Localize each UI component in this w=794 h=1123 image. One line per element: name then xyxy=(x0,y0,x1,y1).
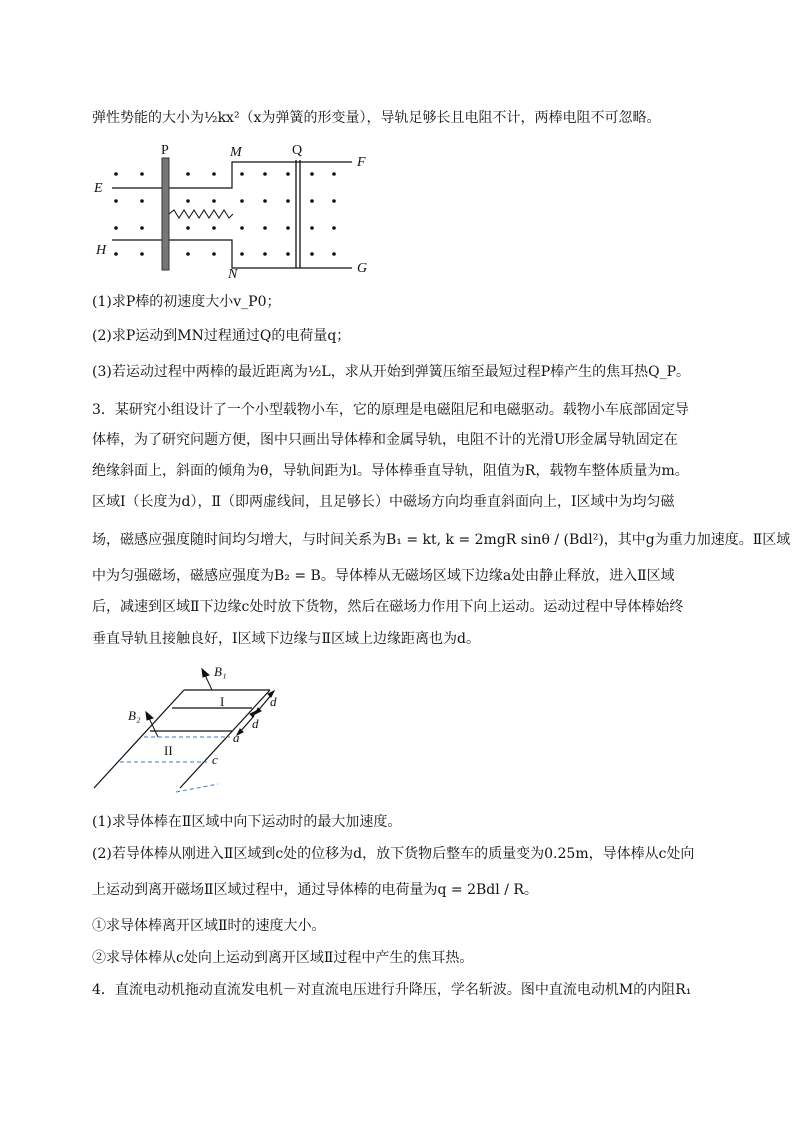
label-b1: B₁ xyxy=(214,664,227,679)
q3-subq1: ①求导体棒离开区域Ⅱ时的速度大小。 xyxy=(92,918,326,934)
label-d-1: d xyxy=(270,694,277,709)
p3-line4: 区域Ⅰ（长度为d），Ⅱ（即两虚线间，且足够长）中磁场方向均垂直斜面向上，Ⅰ区域中为均匀磁 xyxy=(92,494,675,510)
figure-rails-pq xyxy=(92,140,382,280)
figure-incline-rails xyxy=(92,660,292,800)
label-c: c xyxy=(212,752,218,767)
q3-part1: (1)求导体棒在Ⅱ区域中向下运动时的最大加速度。 xyxy=(92,814,402,830)
p3-line5: 场，磁感应强度随时间均匀增大，与时间关系为B₁ = kt, k = 2mgR sinθ / (Bdl²)，其中g为重力加速度。Ⅱ区域 xyxy=(92,532,791,548)
p3-line8: 垂直导轨且接触良好，Ⅰ区域下边缘与Ⅱ区域上边缘距离也为d。 xyxy=(92,631,481,647)
p3-line2: 体棒，为了研究问题方便，图中只画出导体棒和金属导轨，电阻不计的光滑U形金属导轨固定在 xyxy=(92,432,678,448)
q2-part1: (1)求P棒的初速度大小v_P0； xyxy=(92,294,281,310)
label-b2: B₂ xyxy=(128,708,141,723)
p4-line1: 4．直流电动机拖动直流发电机－对直流电压进行升降压，学名斩波。图中直流电动机M的内阻R₁ xyxy=(92,982,692,998)
p3-line3: 绝缘斜面上，斜面的倾角为θ，导轨间距为l。导体棒垂直导轨，阻值为R，载物车整体质量为m。 xyxy=(92,463,689,479)
label-g: G xyxy=(357,261,368,276)
q3-part2-line2: 上运动到离开磁场Ⅱ区域过程中，通过导体棒的电荷量为q = 2Bdl / R。 xyxy=(92,882,538,898)
label-f: F xyxy=(357,155,366,170)
p3-line1: 3．某研究小组设计了一个小型载物小车，它的原理是电磁阻尼和电磁驱动。载物小车底部固定导 xyxy=(92,402,689,418)
label-n: N xyxy=(228,267,238,280)
label-e: E xyxy=(94,181,103,196)
p3-line7: 后，减速到区域Ⅱ下边缘c处时放下货物，然后在磁场力作用下向上运动。运动过程中导体棒始终 xyxy=(92,599,684,615)
p3-line6: 中为匀强磁场，磁感应强度为B₂ = B。导体棒从无磁场区域下边缘a处由静止释放，进入Ⅱ区域 xyxy=(92,568,675,584)
label-a: a xyxy=(233,730,240,745)
text-line-1: 弹性势能的大小为½kx²（x为弹簧的形变量），导轨足够长且电阻不计，两棒电阻不可忽略。 xyxy=(92,110,661,126)
label-m: M xyxy=(230,145,242,160)
q3-subq2: ②求导体棒从c处向上运动到离开区域Ⅱ过程中产生的焦耳热。 xyxy=(92,950,474,966)
label-q: Q xyxy=(292,143,303,158)
label-h: H xyxy=(96,243,107,258)
q2-part2: (2)求P运动到MN过程通过Q的电荷量q； xyxy=(92,328,351,344)
label-region-1: I xyxy=(220,694,225,709)
q2-part3: (3)若运动过程中两棒的最近距离为½L，求从开始到弹簧压缩至最短过程P棒产生的焦耳热Q_P。 xyxy=(92,364,691,380)
label-region-2: II xyxy=(164,743,173,758)
q3-part2-line1: (2)若导体棒从刚进入Ⅱ区域到c处的位移为d，放下货物后整车的质量变为0.25m，导体棒从c处向 xyxy=(92,846,695,862)
label-d-2: d xyxy=(252,716,259,731)
label-p: P xyxy=(161,143,169,158)
